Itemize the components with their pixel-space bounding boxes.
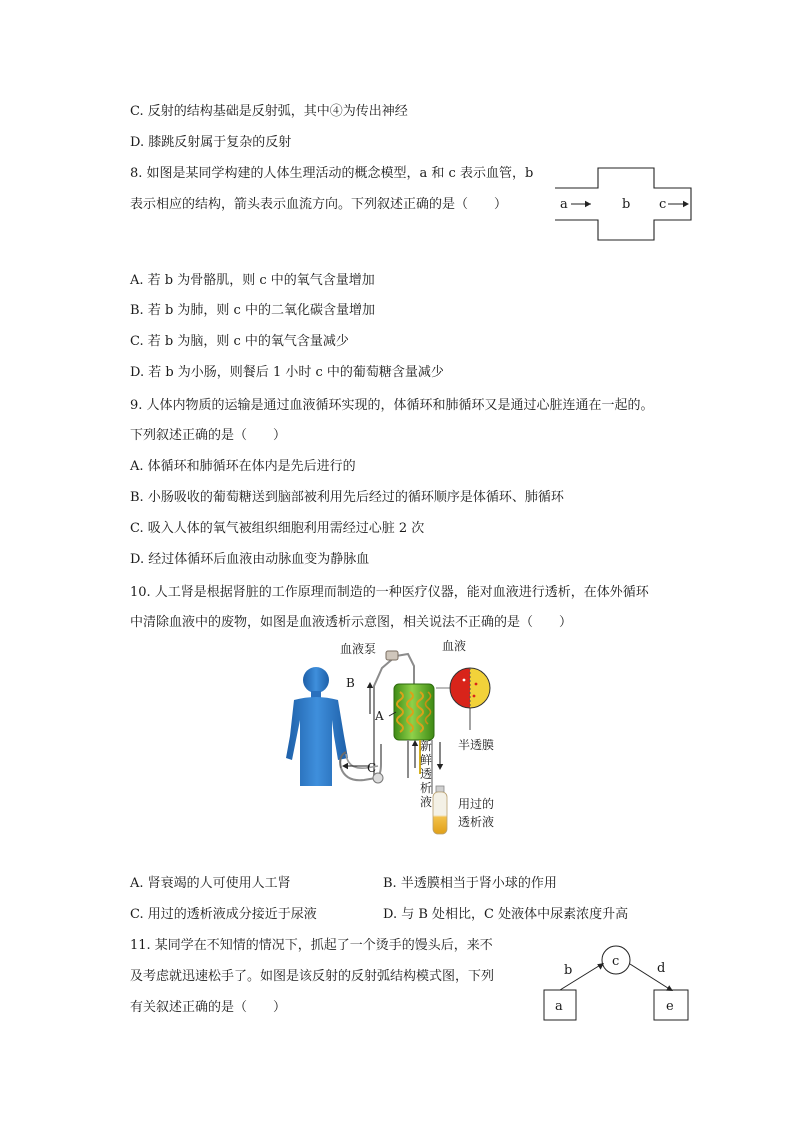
q8-label-b: b: [622, 197, 631, 212]
label-fresh-1: 新: [420, 739, 433, 753]
label-membrane: 半透膜: [458, 738, 495, 752]
label-c: c: [612, 954, 620, 969]
q9-stem-line1: 9. 人体内物质的运输是通过血液循环实现的，体循环和肺循环又是通过心脏连通在一起的。: [130, 398, 654, 413]
label-used-2: 透析液: [458, 815, 495, 829]
q9-stem-line2: 下列叙述正确的是（ ）: [130, 428, 287, 443]
q11-stem-line3: 有关叙述正确的是（ ）: [130, 1000, 287, 1015]
q10-stem-line1: 10. 人工肾是根据肾脏的工作原理而制造的一种医疗仪器，能对血液进行透析，在体外循环: [130, 585, 649, 600]
label-e: e: [666, 999, 674, 1014]
q9-option-a: A. 体循环和肺循环在体内是先后进行的: [130, 459, 356, 474]
q8-label-a: a: [560, 197, 568, 212]
q11-reflex-arc-diagram: [538, 940, 698, 1025]
q8-stem-line1: 8. 如图是某同学构建的人体生理活动的概念模型，a 和 c 表示血管，b: [130, 166, 534, 181]
q10-option-c: C. 用过的透析液成分接近于尿液: [130, 907, 317, 922]
label-fresh-2: 鲜: [420, 753, 433, 767]
q10-stem-line2: 中清除血液中的废物，如图是血液透析示意图，相关说法不正确的是（ ）: [130, 615, 573, 630]
label-b: B: [346, 676, 355, 690]
q11-stem-line2: 及考虑就迅速松手了。如图是该反射的反射弧结构模式图，下列: [130, 969, 495, 984]
q9-option-b: B. 小肠吸收的葡萄糖送到脑部被利用先后经过的循环顺序是体循环、肺循环: [130, 490, 564, 505]
q8-option-b: B. 若 b 为肺，则 c 中的二氧化碳含量增加: [130, 303, 375, 318]
q11-stem-line1: 11. 某同学在不知情的情况下，抓起了一个烫手的馒头后，来不: [130, 938, 493, 953]
q7-option-c: C. 反射的结构基础是反射弧，其中④为传出神经: [130, 104, 408, 119]
label-blood: 血液: [442, 639, 467, 653]
q10-option-b: B. 半透膜相当于肾小球的作用: [383, 876, 557, 891]
q10-option-d: D. 与 B 处相比，C 处液体中尿素浓度升高: [383, 907, 629, 922]
label-fresh-3: 透: [420, 767, 433, 781]
label-a: A: [375, 709, 384, 723]
q8-stem-line2: 表示相应的结构，箭头表示血流方向。下列叙述正确的是（ ）: [130, 197, 508, 212]
label-fresh-5: 液: [420, 795, 433, 809]
label-b: b: [564, 963, 573, 978]
label-d: d: [657, 961, 666, 976]
blood-pump-icon: [386, 651, 398, 660]
used-dialysate-bottle-icon: [433, 786, 447, 834]
label-blood-pump: 血液泵: [340, 642, 377, 656]
label-fresh-4: 析: [420, 781, 433, 795]
human-silhouette-icon: [286, 667, 348, 786]
label-c: C: [367, 761, 377, 775]
q8-option-c: C. 若 b 为脑，则 c 中的氧气含量减少: [130, 334, 349, 349]
q7-option-d: D. 膝跳反射属于复杂的反射: [130, 135, 292, 150]
q10-dialysis-figure: [286, 636, 516, 836]
q8-option-a: A. 若 b 为骨骼肌，则 c 中的氧气含量增加: [130, 273, 375, 288]
q8-label-c: c: [659, 197, 667, 212]
label-a: a: [555, 999, 563, 1014]
label-used-1: 用过的: [458, 797, 495, 811]
q8-option-d: D. 若 b 为小肠，则餐后 1 小时 c 中的葡萄糖含量减少: [130, 365, 444, 380]
q9-option-d: D. 经过体循环后血液由动脉血变为静脉血: [130, 552, 370, 567]
q8-concept-diagram: [555, 166, 695, 244]
q10-option-a: A. 肾衰竭的人可使用人工肾: [130, 876, 291, 891]
dialyzer-canister: [394, 684, 434, 740]
blood-membrane-circle: [450, 668, 490, 708]
q9-option-c: C. 吸入人体的氧气被组织细胞利用需经过心脏 2 次: [130, 521, 425, 536]
